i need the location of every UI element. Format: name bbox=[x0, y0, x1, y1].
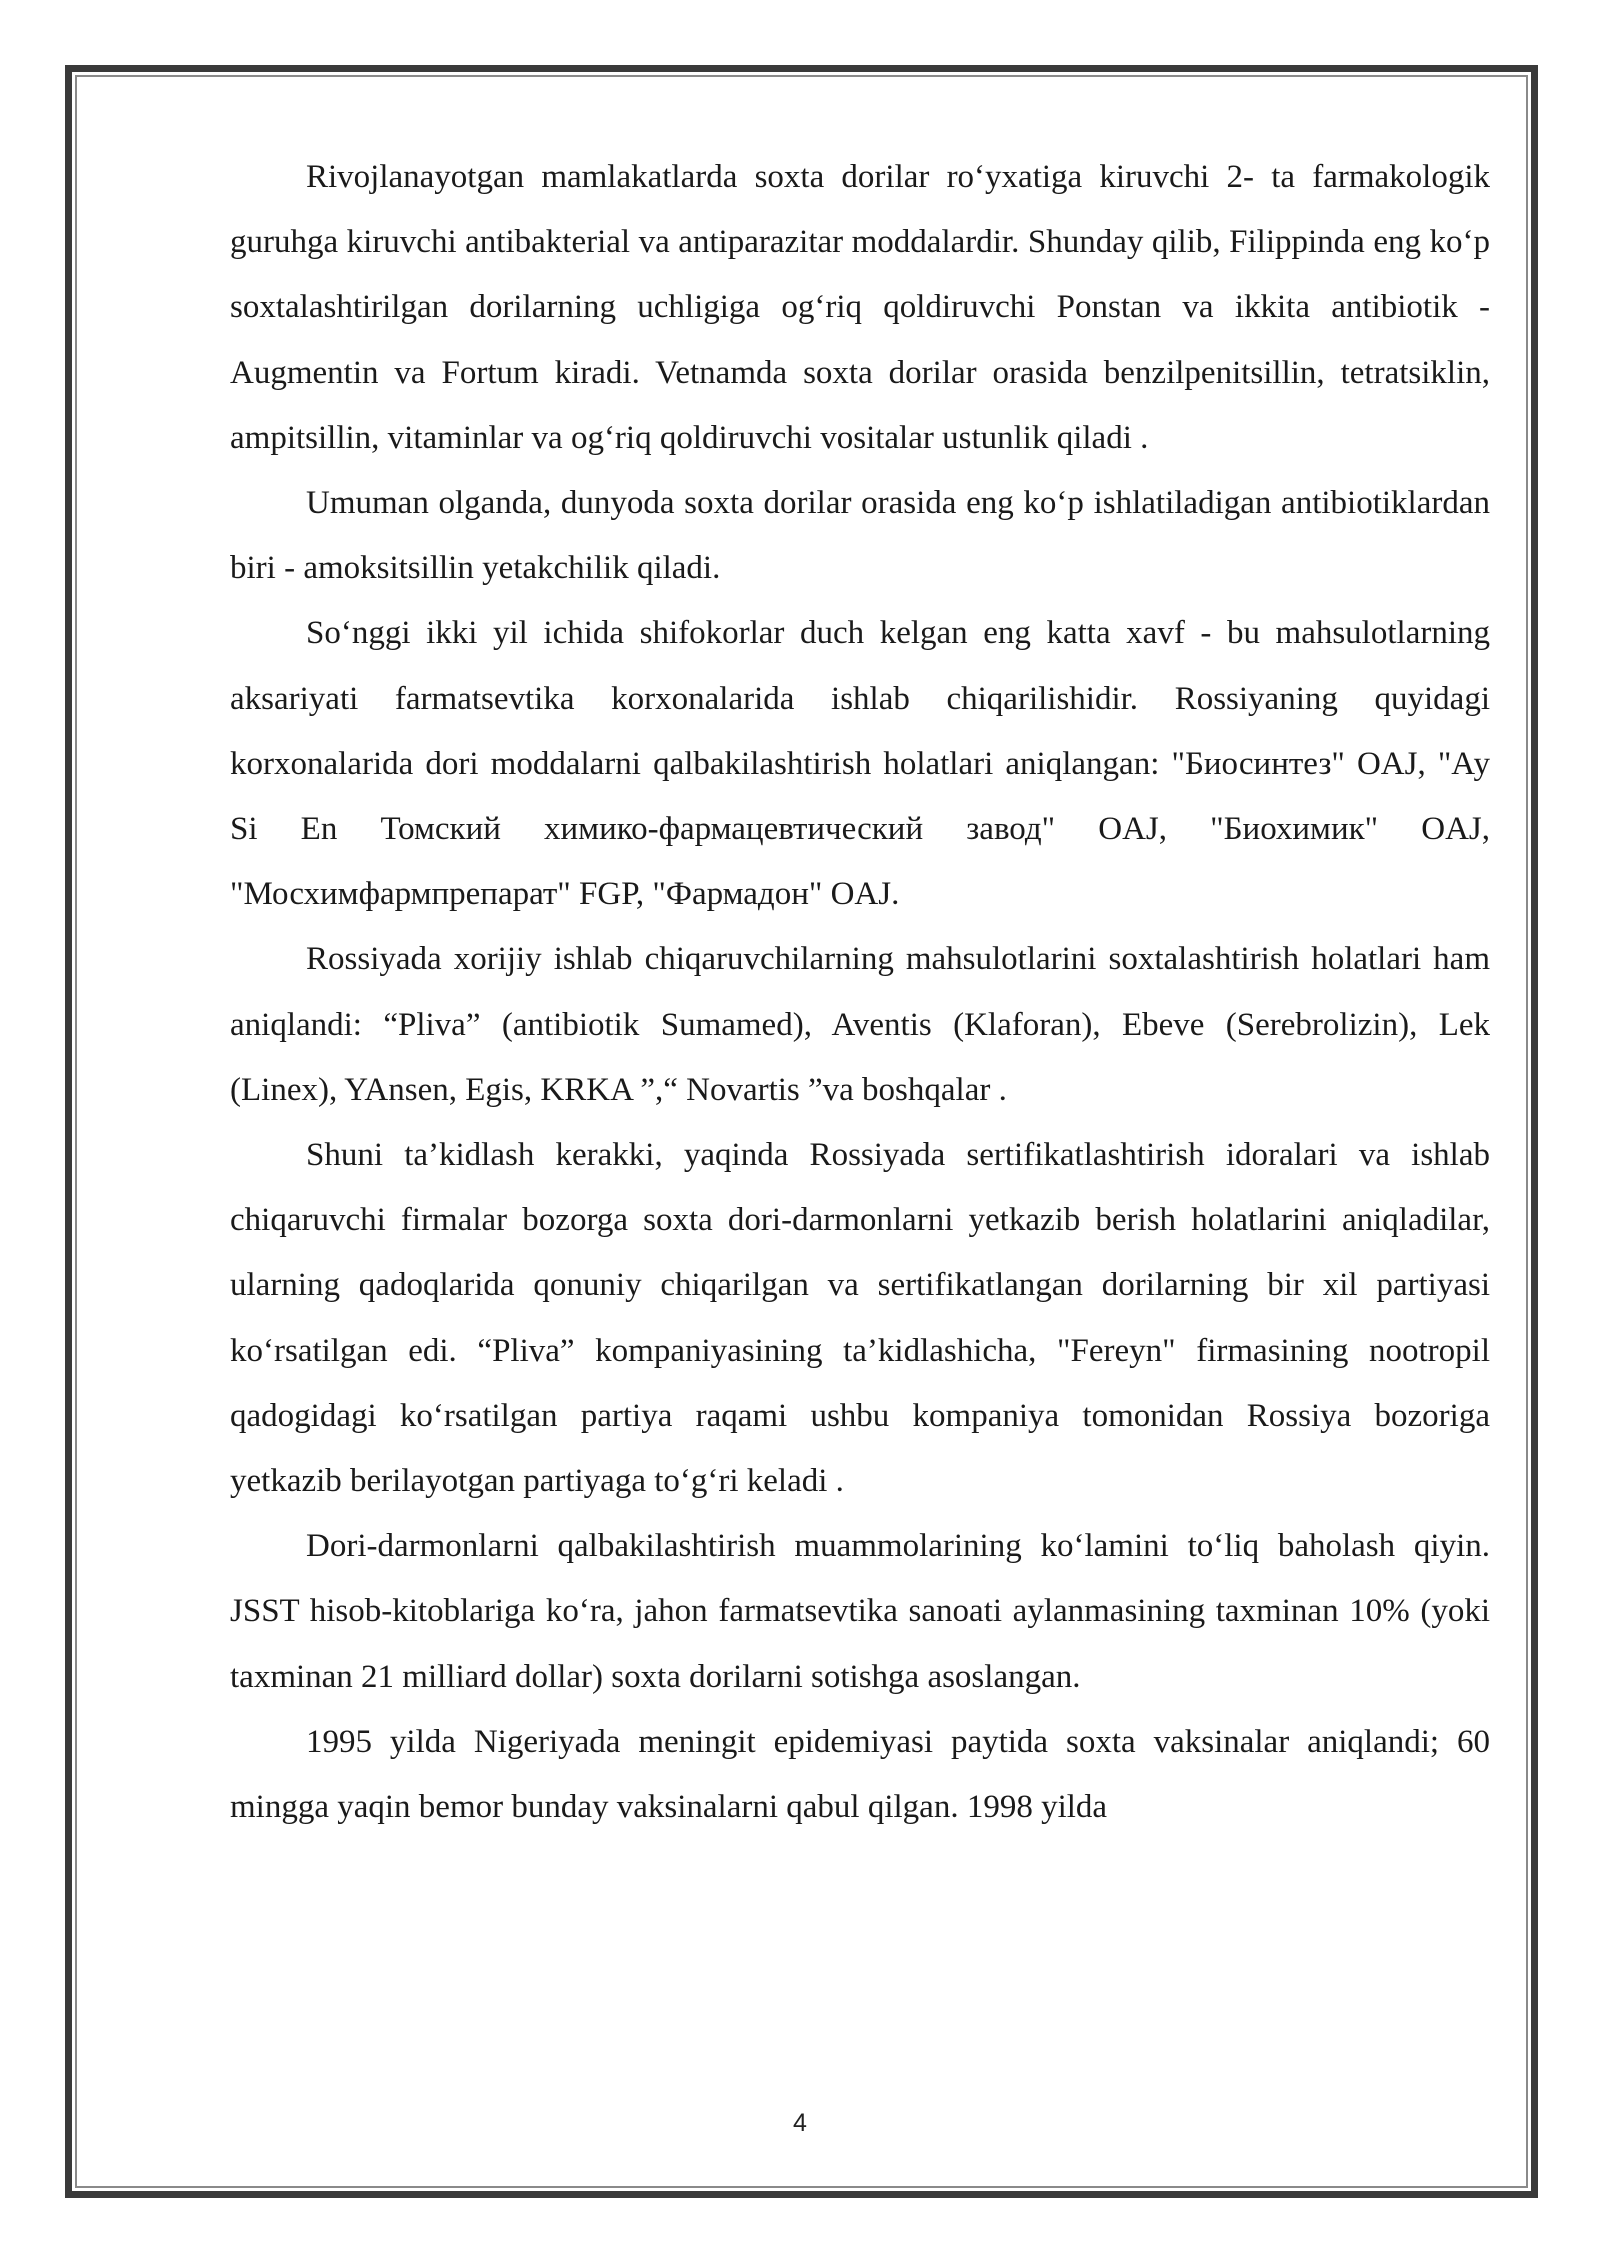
document-body bbox=[230, 145, 1490, 1840]
page-number: 4 bbox=[793, 2109, 807, 2137]
paragraph: 1995 yilda Nigeriyada meningit epidemiyasi paytida soxta vaksinalar aniqlandi; 60 mingga yaqin bemor bunday vaksinalarni qabul qilgan. 1998 yilda bbox=[230, 1723, 1490, 1826]
paragraph: Umuman olganda, dunyoda soxta dorilar orasida eng ko‘p ishlatiladigan antibiotiklardan biri - amoksitsillin yetakchilik qiladi. bbox=[230, 485, 1490, 587]
paragraph: So‘nggi ikki yil ichida shifokorlar duch kelgan eng katta xavf - bu mahsulotlarning aksariyati farmatsevtika korxonalarida ishlab chiqarilishidir. Rossiyaning quyidagi korxonalarida dori moddalarni qalbakilashtirish holatlari aniqlangan: "Биосинтез" OAJ, "Ау Si En Томский химико-фармацевтический завод" OAJ, "Биохимик" OAJ, "Мосхимфармпрепарат" FGP, "Фармадон" OAJ. bbox=[230, 615, 1490, 913]
paragraph: Dori-darmonlarni qalbakilashtirish muammolarining ko‘lamini to‘liq baholash qiyin. JSST hisob-kitoblariga ko‘ra, jahon farmatsevtika sanoati aylanmasining taxminan 10% (yoki taxminan 21 milliard dollar) soxta dorilarni sotishga asoslangan. bbox=[230, 1528, 1490, 1695]
paragraph: Rivojlanayotgan mamlakatlarda soxta dorilar ro‘yxatiga kiruvchi 2- ta farmakologik guruhga kiruvchi antibakterial va antiparazitar moddalardir. Shunday qilib, Filippinda eng ko‘p soxtalashtirilgan dorilarning uchligiga og‘riq qoldiruvchi Ponstan va ikkita antibiotik - Augmentin va Fortum kiradi. Vetnamda soxta dorilar orasida benzilpenitsillin, tetratsiklin, ampitsillin, vitaminlar va og‘riq qoldiruvchi vositalar ustunlik qiladi . bbox=[230, 159, 1490, 456]
paragraph: Rossiyada xorijiy ishlab chiqaruvchilarning mahsulotlarini soxtalashtirish holatlari ham aniqlandi: “Pliva” (antibiotik Sumamed), Aventis (Klaforan), Ebeve (Serebrolizin), Lek (Linex), YAnsen, Egis, KRKA ”,“ Novartis ”va boshqalar . bbox=[230, 941, 1490, 1108]
paragraph: Shuni ta’kidlash kerakki, yaqinda Rossiyada sertifikatlashtirish idoralari va ishlab chiqaruvchi firmalar bozorga soxta dori-darmonlarni yetkazib berish holatlarini aniqladilar, ularning qadoqlarida qonuniy chiqarilgan va sertifikatlangan dorilarning bir xil partiyasi ko‘rsatilgan edi. “Pliva” kompaniyasining ta’kidlashicha, "Fereyn" firmasining nootropil qadogidagi ko‘rsatilgan partiya raqami ushbu kompaniya tomonidan Rossiya bozoriga yetkazib berilayotgan partiyaga to‘g‘ri keladi . bbox=[230, 1137, 1490, 1500]
